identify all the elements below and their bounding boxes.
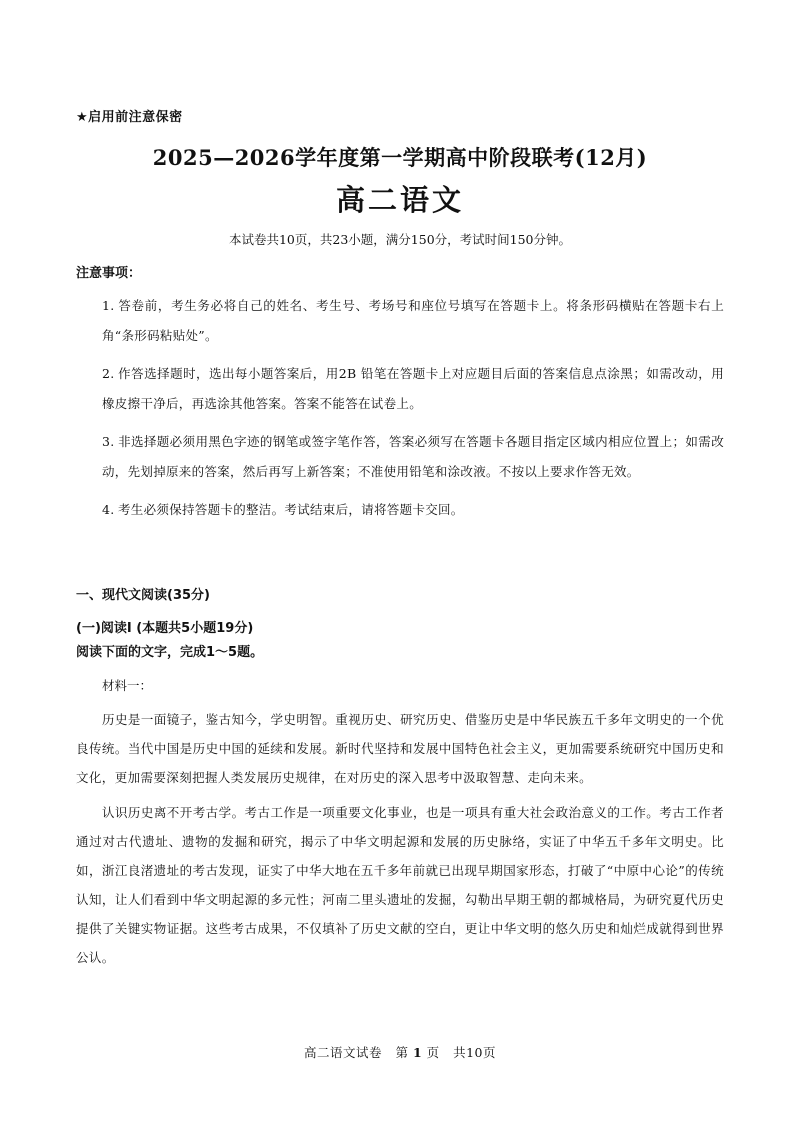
reading-instruction: 阅读下面的文字，完成1～5题。 xyxy=(76,645,264,660)
footer-page-number: 1 xyxy=(412,1045,423,1060)
subsection-title: (一)阅读Ⅰ (本题共5小题19分) xyxy=(76,621,254,636)
notice-number: 4. xyxy=(102,502,115,517)
notice-item xyxy=(102,495,724,525)
reading-passage xyxy=(76,705,724,978)
exam-title: 2025—2026学年度第一学期高中阶段联考(12月) xyxy=(152,145,648,170)
notice-text: 非选择题必须用黑色字迹的钢笔或签字笔作答，答案必须写在答题卡各题目指定区域内相应位置上；如需改动，先划掉原来的答案，然后再写上新答案；不准使用铅笔和涂改液。不按以上要求作答无效。 xyxy=(102,434,724,479)
material-label: 材料一： xyxy=(102,678,153,693)
page-footer xyxy=(0,1043,800,1061)
notice-number: 3. xyxy=(102,434,115,449)
notice-text: 答卷前，考生务必将自己的姓名、考生号、考场号和座位号填写在答题卡上。将条形码横贴在答题卡右上角“条形码粘贴处”。 xyxy=(102,298,724,343)
confidential-mark: ★启用前注意保密 xyxy=(76,110,183,125)
passage-paragraph: 认识历史离不开考古学。考古工作是一项重要文化事业，也是一项具有重大社会政治意义的工作。考古工作者通过对古代遗址、遗物的发掘和研究，揭示了中华文明起源和发展的历史脉络，实证了中华五千多年文明史。比如，浙江良渚遗址的考古发现，证实了中华大地在五千多年前就已出现早期国家形态，打破了“中原中心论”的传统认知，让人们看到中华文明起源的多元性；河南二里头遗址的发掘，勾勒出早期王朝的都城格局，为研究夏代历史提供了关键实物证据。这些考古成果，不仅填补了历史文献的空白，更让中华文明的悠久历史和灿烂成就得到世界公认。 xyxy=(76,805,724,965)
notice-number: 2. xyxy=(102,366,115,381)
notice-number: 1. xyxy=(102,298,115,313)
footer-page-prefix: 第 xyxy=(395,1045,409,1060)
notice-text: 考生必须保持答题卡的整洁。考试结束后，请将答题卡交回。 xyxy=(118,502,464,517)
notice-item xyxy=(102,427,724,486)
subject-title: 高二语文 xyxy=(335,183,464,217)
notice-item xyxy=(102,291,724,350)
notice-heading: 注意事项： xyxy=(76,266,142,281)
passage-paragraph: 历史是一面镜子，鉴古知今，学史明智。重视历史、研究历史、借鉴历史是中华民族五千多年文明史的一个优良传统。当代中国是历史中国的延续和发展。新时代坚持和发展中国特色社会主义，更加需要系统研究中国历史和文化，更加需要深刻把握人类发展历史规律，在对历史的深入思考中汲取智慧、走向未来。 xyxy=(76,712,724,785)
footer-page-suffix: 页 xyxy=(426,1045,440,1060)
notice-text: 作答选择题时，选出每小题答案后，用2B 铅笔在答题卡上对应题目后面的答案信息点涂黑；如需改动，用橡皮擦干净后，再选涂其他答案。答案不能答在试卷上。 xyxy=(102,366,724,411)
section-title: 一、现代文阅读(35分) xyxy=(76,588,210,603)
footer-total-pages: 共10页 xyxy=(453,1045,496,1060)
notice-list xyxy=(102,291,724,534)
exam-info: 本试卷共10页，共23小题，满分150分，考试时间150分钟。 xyxy=(228,232,572,247)
notice-item xyxy=(102,359,724,418)
footer-subject: 高二语文试卷 xyxy=(304,1045,383,1060)
